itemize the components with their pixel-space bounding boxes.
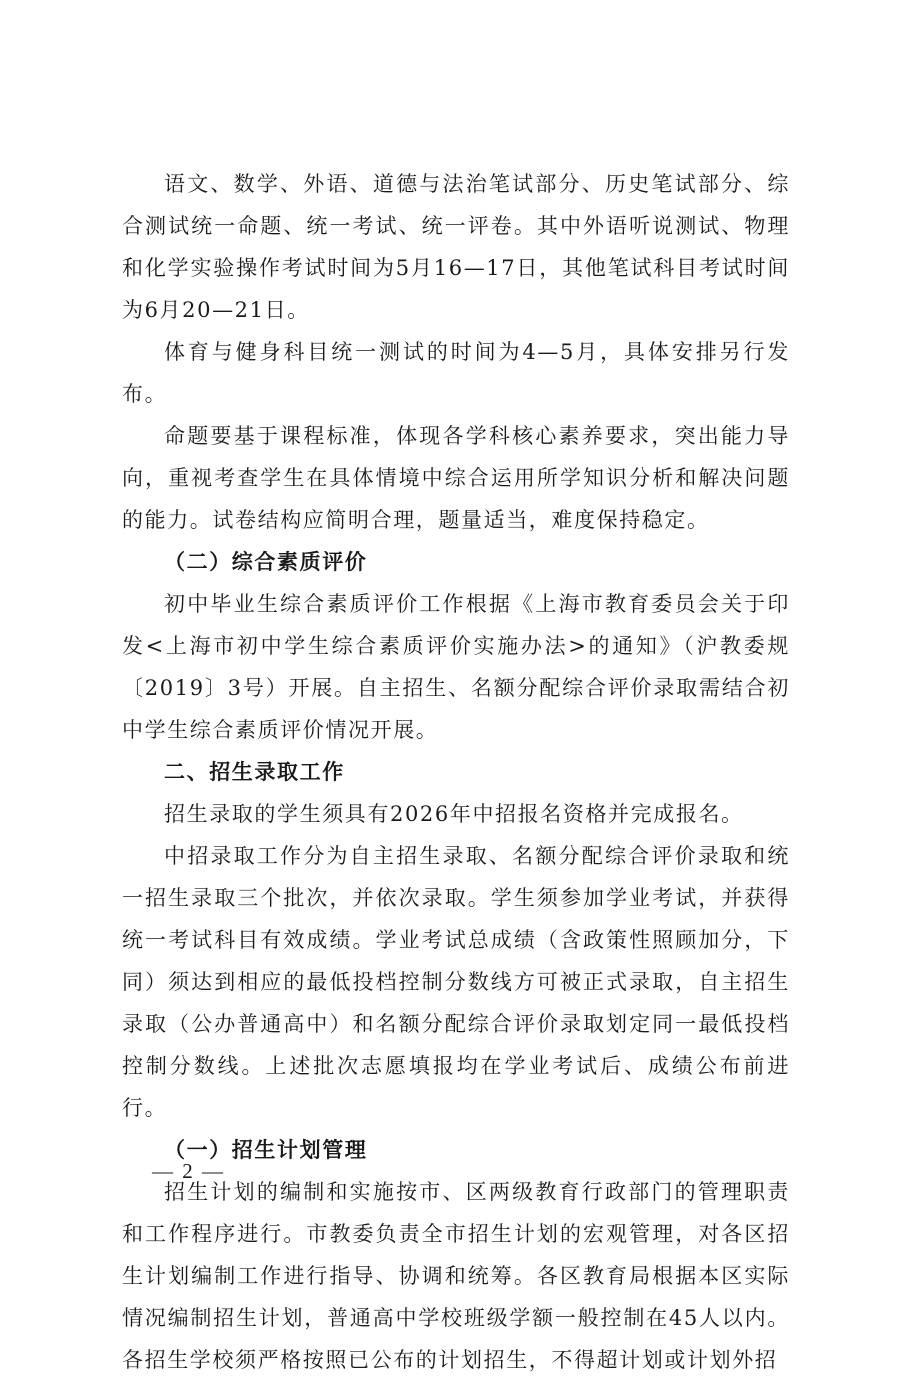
paragraph-exam-design: 命题要基于课程标准，体现各学科核心素养要求，突出能力导向，重视考查学生在具体情境中综合运用所学知识分析和解决问题的能力。试卷结构应简明合理，题量适当，难度保持稳定。 xyxy=(122,424,790,532)
paragraph-comprehensive-evaluation: 初中毕业生综合素质评价工作根据《上海市教育委员会关于印发<上海市初中学生综合素质评价实施办法>的通知》（沪教委规〔2019〕3号）开展。自主招生、名额分配综合评价录取需结合初中学生综合素质评价情况开展。 xyxy=(122,592,790,742)
section-heading-comprehensive-evaluation: （二）综合素质评价 xyxy=(164,549,368,574)
document-body xyxy=(122,163,790,1381)
paragraph-admission-batches: 中招录取工作分为自主招生录取、名额分配综合评价录取和统一招生录取三个批次，并依次录取。学生须参加学业考试，并获得统一考试科目有效成绩。学业考试总成绩（含政策性照顾加分，下同）须达到相应的最低投档控制分数线方可被正式录取，自主招生录取（公办普通高中）和名额分配综合评价录取划定同一最低投档控制分数线。上述批次志愿填报均在学业考试后、成绩公布前进行。 xyxy=(122,844,790,1120)
paragraph-admission-eligibility: 招生录取的学生须具有2026年中招报名资格并完成报名。 xyxy=(164,802,744,826)
section-heading-plan-management: （一）招生计划管理 xyxy=(164,1137,368,1162)
page-number: — 2 — xyxy=(152,1159,225,1183)
section-heading-admission: 二、招生录取工作 xyxy=(164,760,345,784)
paragraph-plan-management: 招生计划的编制和实施按市、区两级教育行政部门的管理职责和工作程序进行。市教委负责全市招生计划的宏观管理，对各区招生计划编制工作进行指导、协调和统筹。各区教育局根据本区实际情况编制招生计划，普通高中学校班级学额一般控制在45人以内。各招生学校须严格按照已公布的计划招生，不得超计划或计划外招 xyxy=(122,1180,790,1372)
paragraph-pe-test: 体育与健身科目统一测试的时间为4—5月，具体安排另行发布。 xyxy=(122,340,790,406)
paragraph-exam-schedule: 语文、数学、外语、道德与法治笔试部分、历史笔试部分、综合测试统一命题、统一考试、统一评卷。其中外语听说测试、物理和化学实验操作考试时间为5月16—17日，其他笔试科目考试时间为6月20—21日。 xyxy=(122,172,790,322)
